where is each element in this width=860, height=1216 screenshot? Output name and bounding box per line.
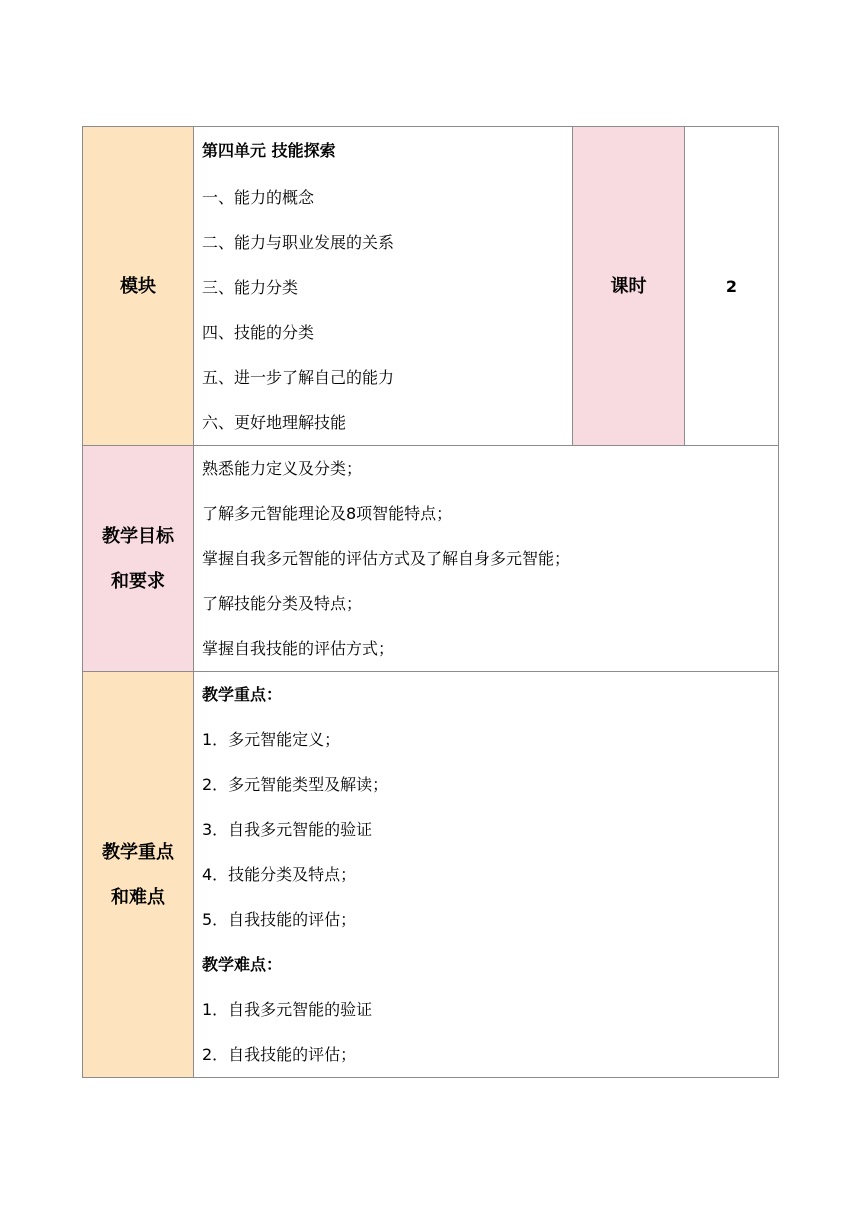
list-item: 熟悉能力定义及分类； <box>202 459 363 478</box>
goals-label-line: 和要求 <box>111 570 165 592</box>
list-item: 五、进一步了解自己的能力 <box>202 368 395 387</box>
focus-label-line: 和难点 <box>111 886 165 908</box>
list-item: 了解多元智能理论及8项智能特点； <box>202 504 453 523</box>
goals-content <box>194 446 779 672</box>
list-item: 了解技能分类及特点； <box>202 594 363 613</box>
list-item: 2．多元智能类型及解读； <box>202 775 389 794</box>
list-item: 1．多元智能定义； <box>202 730 341 749</box>
list-item: 二、能力与职业发展的关系 <box>202 233 395 252</box>
lesson-plan-table <box>82 126 779 1078</box>
focus-row <box>83 672 779 1078</box>
difficulties-heading: 教学难点： <box>202 955 283 974</box>
key-points-heading: 教学重点： <box>202 685 283 704</box>
unit-title: 第四单元 技能探索 <box>202 141 336 160</box>
list-item: 3．自我多元智能的验证 <box>202 820 373 839</box>
list-item: 三、能力分类 <box>202 278 299 297</box>
hours-value <box>685 127 779 446</box>
goals-label-line: 教学目标 <box>102 525 174 547</box>
hours-value-text: 2 <box>725 276 738 296</box>
list-item: 一、能力的概念 <box>202 188 315 207</box>
module-label <box>83 127 194 446</box>
module-content <box>194 127 573 446</box>
list-item: 1．自我多元智能的验证 <box>202 1000 373 1019</box>
list-item: 2．自我技能的评估； <box>202 1045 357 1064</box>
focus-label-line: 教学重点 <box>102 841 174 863</box>
list-item: 四、技能的分类 <box>202 323 315 342</box>
list-item: 5．自我技能的评估； <box>202 910 357 929</box>
module-row <box>83 127 779 446</box>
list-item: 4．技能分类及特点； <box>202 865 357 884</box>
goals-row <box>83 446 779 672</box>
hours-label-text: 课时 <box>610 275 647 297</box>
goals-label <box>83 446 194 672</box>
module-label-text: 模块 <box>120 275 156 297</box>
focus-content <box>194 672 779 1078</box>
list-item: 掌握自我多元智能的评估方式及了解自身多元智能； <box>202 549 571 568</box>
hours-label <box>573 127 685 446</box>
list-item: 掌握自我技能的评估方式； <box>202 639 395 658</box>
list-item: 六、更好地理解技能 <box>202 413 347 432</box>
focus-label <box>83 672 194 1078</box>
